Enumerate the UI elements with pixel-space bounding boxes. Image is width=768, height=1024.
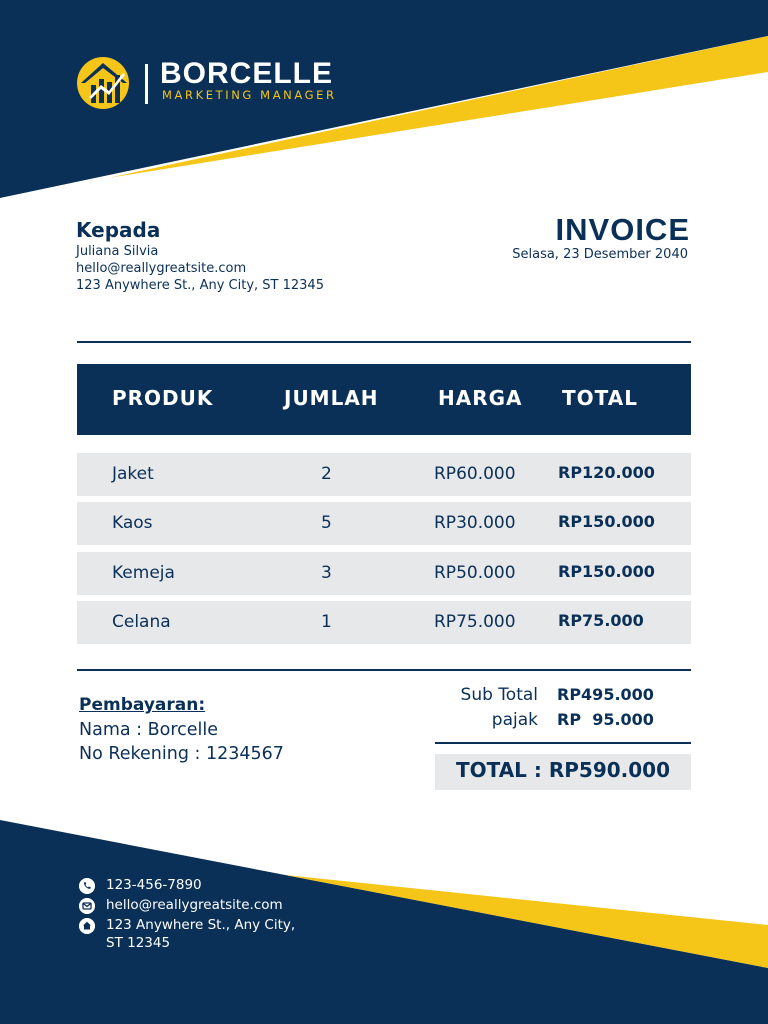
row-price: RP30.000 [434, 513, 516, 533]
header-total: TOTAL [562, 386, 638, 410]
row-price: RP75.000 [434, 612, 516, 632]
row-total: RP150.000 [558, 562, 655, 581]
brand-name: BORCELLE [160, 57, 333, 90]
header-produk: PRODUK [112, 386, 214, 410]
subtotal-value: RP495.000 [557, 685, 654, 704]
row-qty: 5 [321, 513, 332, 533]
payment-heading: Pembayaran: [79, 695, 206, 715]
brand-role: MARKETING MANAGER [162, 88, 337, 102]
table-row [77, 601, 691, 644]
row-price: RP50.000 [434, 563, 516, 583]
payment-account: No Rekening : 1234567 [79, 744, 284, 764]
grand-total: TOTAL : RP590.000 [455, 758, 671, 782]
client-address: 123 Anywhere St., Any City, ST 12345 [76, 278, 324, 293]
row-qty: 2 [321, 464, 332, 484]
brand-divider [145, 64, 148, 104]
row-product: Kaos [112, 513, 153, 533]
row-total: RP150.000 [558, 512, 655, 531]
divider-bottom [77, 669, 691, 671]
row-price: RP60.000 [434, 464, 516, 484]
email-icon [79, 898, 95, 914]
home-icon [79, 918, 95, 934]
invoice-title: INVOICE [555, 212, 690, 247]
invoice-date: Selasa, 23 Desember 2040 [512, 247, 688, 262]
phone-icon [79, 878, 95, 894]
row-product: Kemeja [112, 563, 175, 583]
client-name: Juliana Silvia [76, 244, 159, 259]
tax-label: pajak [491, 710, 538, 730]
divider-top [77, 341, 691, 343]
tax-value: RP 95.000 [557, 710, 654, 729]
footer-phone: 123-456-7890 [106, 877, 202, 893]
table-row [77, 502, 691, 545]
payment-name: Nama : Borcelle [79, 720, 219, 740]
grand-total-box [435, 754, 691, 790]
client-heading: Kepada [76, 218, 161, 242]
client-email: hello@reallygreatsite.com [76, 261, 247, 276]
brand-logo-icon [77, 57, 133, 109]
subtotal-label: Sub Total [460, 685, 538, 705]
summary-divider [435, 742, 691, 744]
row-product: Celana [112, 612, 171, 632]
footer-address-line2: ST 12345 [106, 935, 171, 951]
footer-address-line1: 123 Anywhere St., Any City, [106, 917, 296, 933]
row-qty: 3 [321, 563, 332, 583]
row-product: Jaket [112, 464, 154, 484]
row-qty: 1 [321, 612, 332, 632]
table-row [77, 552, 691, 595]
row-total: RP120.000 [558, 463, 655, 482]
header-jumlah: JUMLAH [284, 386, 379, 410]
footer-email: hello@reallygreatsite.com [106, 897, 283, 913]
header-harga: HARGA [438, 386, 523, 410]
row-total: RP75.000 [558, 611, 644, 630]
table-row [77, 453, 691, 496]
table-header [77, 364, 691, 435]
